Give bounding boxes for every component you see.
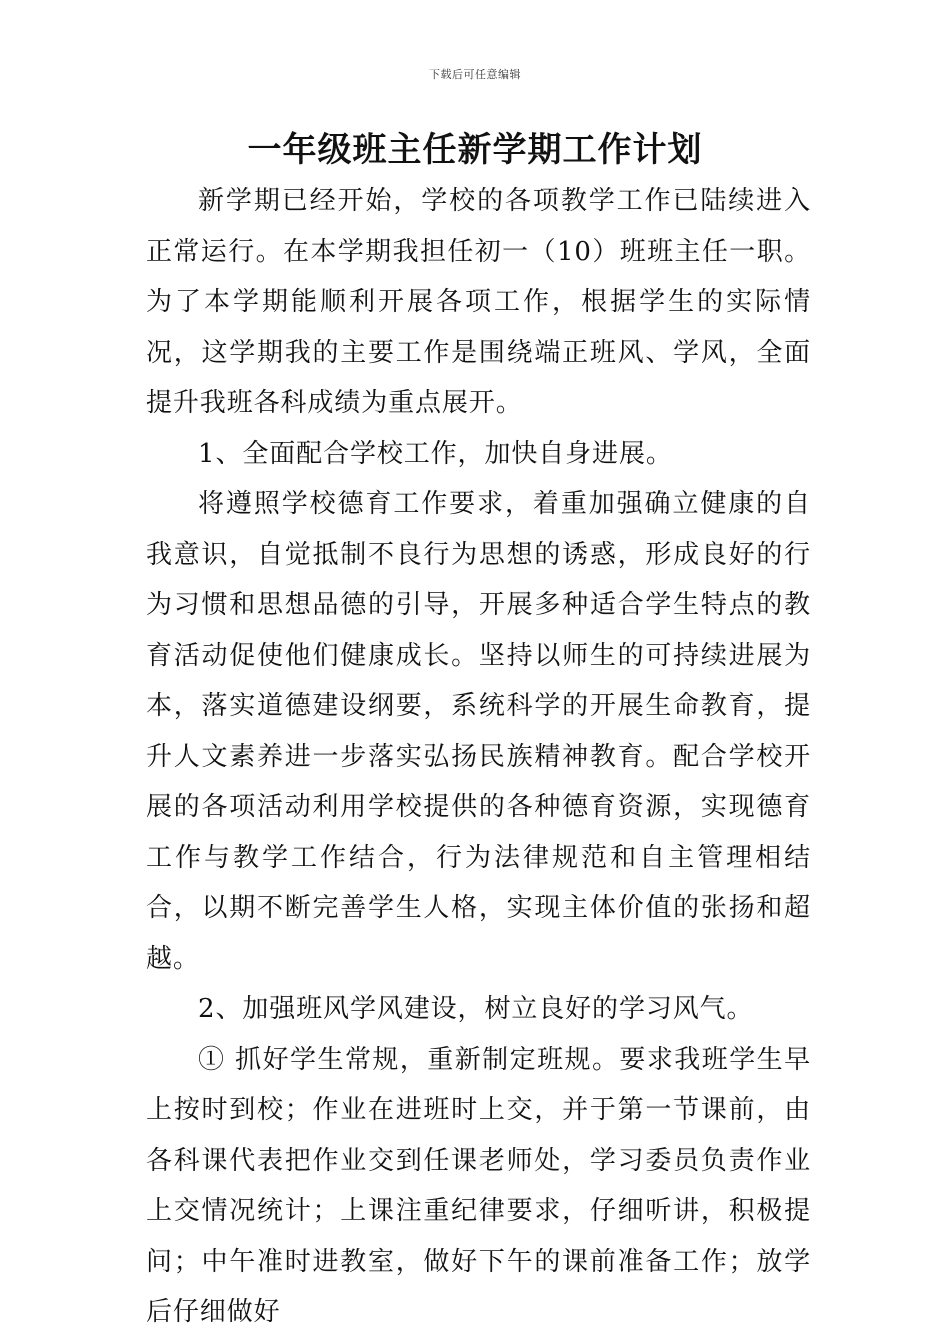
paragraph-intro: 新学期已经开始，学校的各项教学工作已陆续进入正常运行。在本学期我担任初一（10）班班主任一职。为了本学期能顺利开展各项工作，根据学生的实际情况，这学期我的主要工作是围绕端正班风、学风，全面提升我班各科成绩为重点展开。 <box>146 186 811 418</box>
document-body <box>146 176 811 1338</box>
paragraph-heading-2: 2、加强班风学风建设，树立良好的学习风气。 <box>198 994 754 1024</box>
header-note: 下载后可任意编辑 <box>429 68 521 81</box>
paragraph-heading-1: 1、全面配合学校工作，加快自身进展。 <box>198 438 673 469</box>
paragraph-class-rules: ① 抓好学生常规，重新制定班规。要求我班学生早上按时到校；作业在进班时上交，并于第一节课前，由各科课代表把作业交到任课老师处，学习委员负责作业上交情况统计；上课注重纪律要求，仔细听讲，积极提问；中午准时进教室，做好下午的课前准备工作；放学后仔细做好 <box>146 1044 811 1327</box>
document-title: 一年级班主任新学期工作计划 <box>247 130 703 170</box>
paragraph-moral-education: 将遵照学校德育工作要求，着重加强确立健康的自我意识，自觉抵制不良行为思想的诱惑，形成良好的行为习惯和思想品德的引导，开展多种适合学生特点的教育活动促使他们健康成长。坚持以师生的可持续进展为本，落实道德建设纲要，系统科学的开展生命教育，提升人文素养进一步落实弘扬民族精神教育。配合学校开展的各项活动利用学校提供的各种德育资源，实现德育工作与教学工作结合，行为法律规范和自主管理相结合，以期不断完善学生人格，实现主体价值的张扬和超越。 <box>146 489 811 974</box>
